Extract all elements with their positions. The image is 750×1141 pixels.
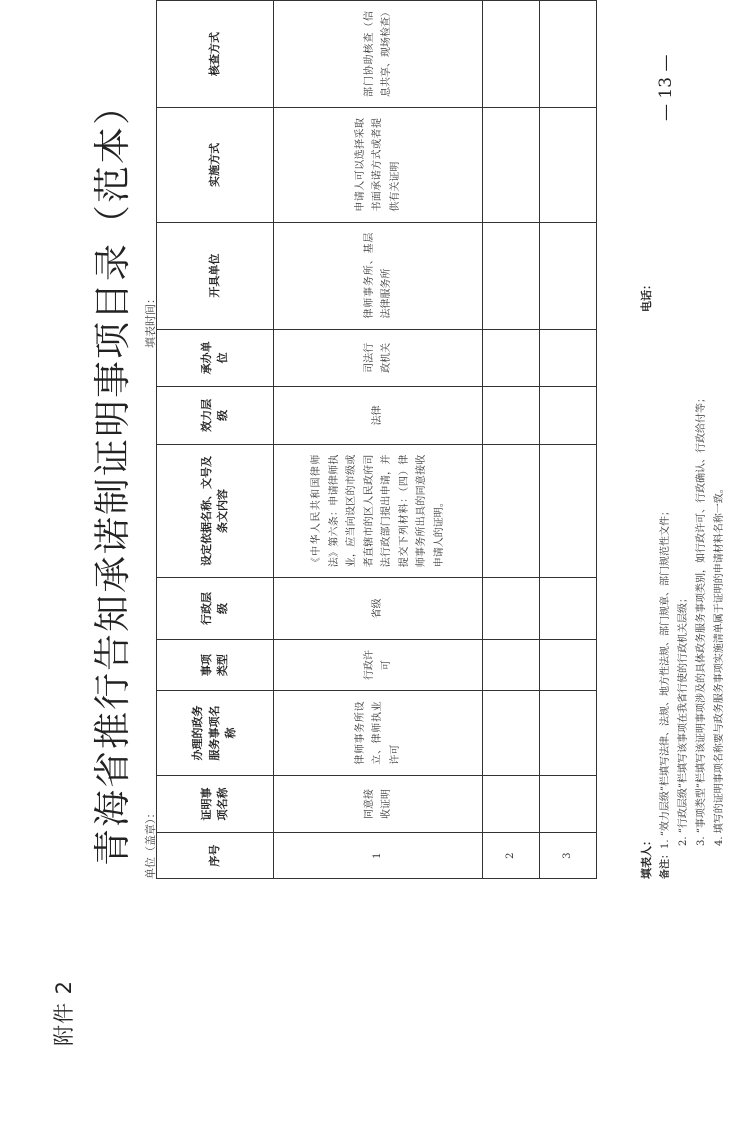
note-line: 备注：1. “效力层级”栏填写法律、法规、地方性法规、部门规章、部门规范性文件；: [660, 506, 671, 879]
cell-basis: 《中华人民共和国律师法》第六条：申请律师执业，应当向设区的市级或者直辖市的区人民政府司法行政部门提出申请，并提交下列材料：（四）律师事务所出具的同意接收申请人的证明。: [274, 444, 483, 578]
filler-label: 填表人：: [640, 835, 653, 879]
page-number: — 13 —: [656, 54, 676, 121]
unit-stamp-label: 单位（盖章）：: [144, 807, 157, 879]
attachment-label: 附件 2: [52, 979, 76, 1046]
phone-label: 电话：: [640, 279, 653, 312]
cell-handler: 司法行政机关: [274, 329, 483, 387]
note-line: 4. 填写的证明事项名称要与政务服务事项实施清单属于证明的申请材料名称一致。: [714, 483, 725, 846]
notes-label: 备注：: [660, 849, 671, 879]
note-line: 3. “事项类型”栏填写该证明事项涉及的具体政务服务事项类别，如行政许可、行政确认、行政给付等；: [696, 393, 707, 846]
table-header-row: [157, 1, 274, 879]
header-service-name: 办理的政务服务事项名称: [157, 691, 274, 775]
cell-impl-method: 申请人可以选择采取书面承诺方式或者提供有关证明: [274, 108, 483, 223]
header-impl-method: 实施方式: [157, 108, 274, 223]
header-handler: 承办单位: [157, 329, 274, 387]
header-verify-method: 核查方式: [157, 1, 274, 108]
header-proof-name: 证明事项名称: [157, 775, 274, 833]
header-basis: 设定依据名称、文号及条文内容: [157, 444, 274, 578]
table-row: [274, 1, 483, 879]
header-no: 序号: [157, 833, 274, 879]
header-effect-level: 效力层级: [157, 387, 274, 445]
cell-issuer: 律师事务所、基层法律服务所: [274, 222, 483, 329]
header-item-type: 事项类型: [157, 639, 274, 691]
cell-admin-level: 省级: [274, 578, 483, 640]
table-row: [483, 1, 540, 879]
cell-no: 2: [483, 833, 540, 879]
header-admin-level: 行政层级: [157, 578, 274, 640]
cell-effect-level: 法律: [274, 387, 483, 445]
cell-proof-name: 同意接收证明: [274, 775, 483, 833]
header-issuer: 开具单位: [157, 222, 274, 329]
cell-service-name: 律师事务所设立、律师执业许可: [274, 691, 483, 775]
page-title: 青海省推行告知承诺制证明事项目录（范本）: [91, 86, 134, 866]
proof-items-table: [156, 0, 597, 879]
table-row: [540, 1, 597, 879]
cell-item-type: 行政许可: [274, 639, 483, 691]
cell-no: 3: [540, 833, 597, 879]
notes-block: [657, 393, 729, 879]
cell-no: 1: [274, 833, 483, 879]
fill-time-label: 填表时间：: [144, 293, 157, 348]
cell-verify-method: 部门协助核查（信息共享、现场检查）: [274, 1, 483, 108]
note-line: 2. “行政层级”栏填写该事项在我省行使的行政机关层级；: [678, 593, 689, 846]
